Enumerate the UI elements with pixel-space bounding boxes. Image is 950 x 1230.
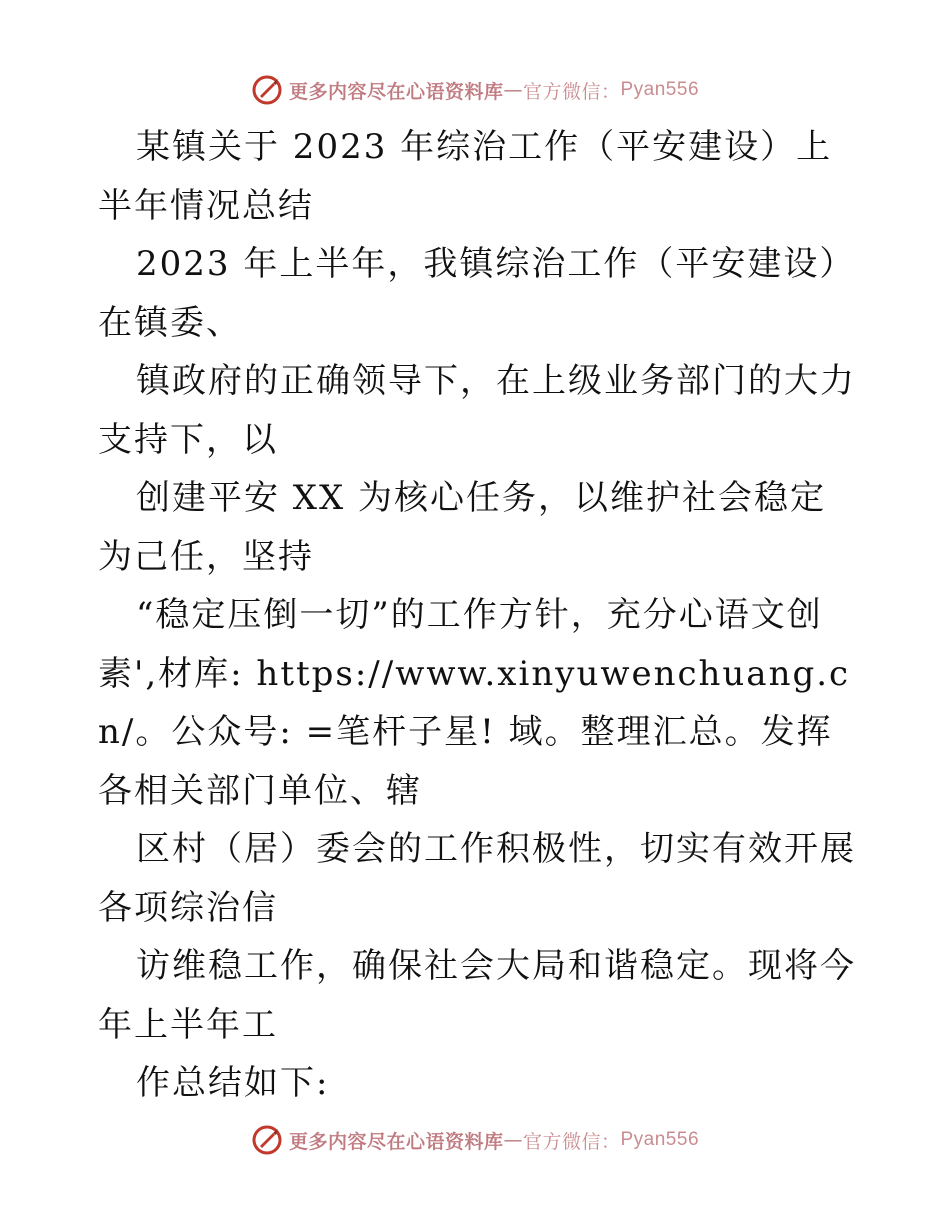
banner-wechat-label: 官方微信： <box>522 80 621 103</box>
body-paragraph-7: 作总结如下: <box>136 1063 330 1103</box>
body-paragraph-3: 创建平安 XX 为核心任务，以维护社会稳定为己任，坚持 <box>98 478 827 577</box>
body-paragraph-1: 2023 年上半年，我镇综治工作（平安建设）在镇委、 <box>98 244 856 343</box>
footer-watermark-banner <box>0 1120 950 1160</box>
document-body <box>98 118 858 1113</box>
banner-wechat-handle: Pyan556 <box>620 1129 700 1150</box>
quill-logo-icon <box>251 1124 283 1156</box>
banner-wechat-handle: Pyan556 <box>620 79 700 100</box>
body-paragraph-6: 访维稳工作，确保社会大局和谐稳定。现将今年上半年工 <box>98 946 856 1045</box>
document-title-paragraph: 某镇关于 2023 年综治工作（平安建设）上半年情况总结 <box>98 127 833 226</box>
header-watermark-banner <box>0 70 950 110</box>
body-paragraph-4: “稳定压倒一切”的工作方针，充分心语文创素',材库: https://www.xinyuwenchuang.cn/。公众号: =笔杆子星! 域。整理汇总。发挥各相关部门单位、辖 <box>98 595 851 811</box>
banner-brand-text: 更多内容尽在心语资料库 <box>288 80 504 103</box>
banner-separator: — <box>503 79 523 101</box>
body-paragraph-5: 区村（居）委会的工作积极性，切实有效开展各项综治信 <box>98 829 856 928</box>
banner-wechat-label: 官方微信： <box>522 1130 621 1153</box>
banner-separator: — <box>503 1129 523 1151</box>
quill-logo-icon <box>251 74 283 106</box>
banner-brand-text: 更多内容尽在心语资料库 <box>288 1130 504 1153</box>
body-paragraph-2: 镇政府的正确领导下，在上级业务部门的大力支持下，以 <box>98 361 856 460</box>
